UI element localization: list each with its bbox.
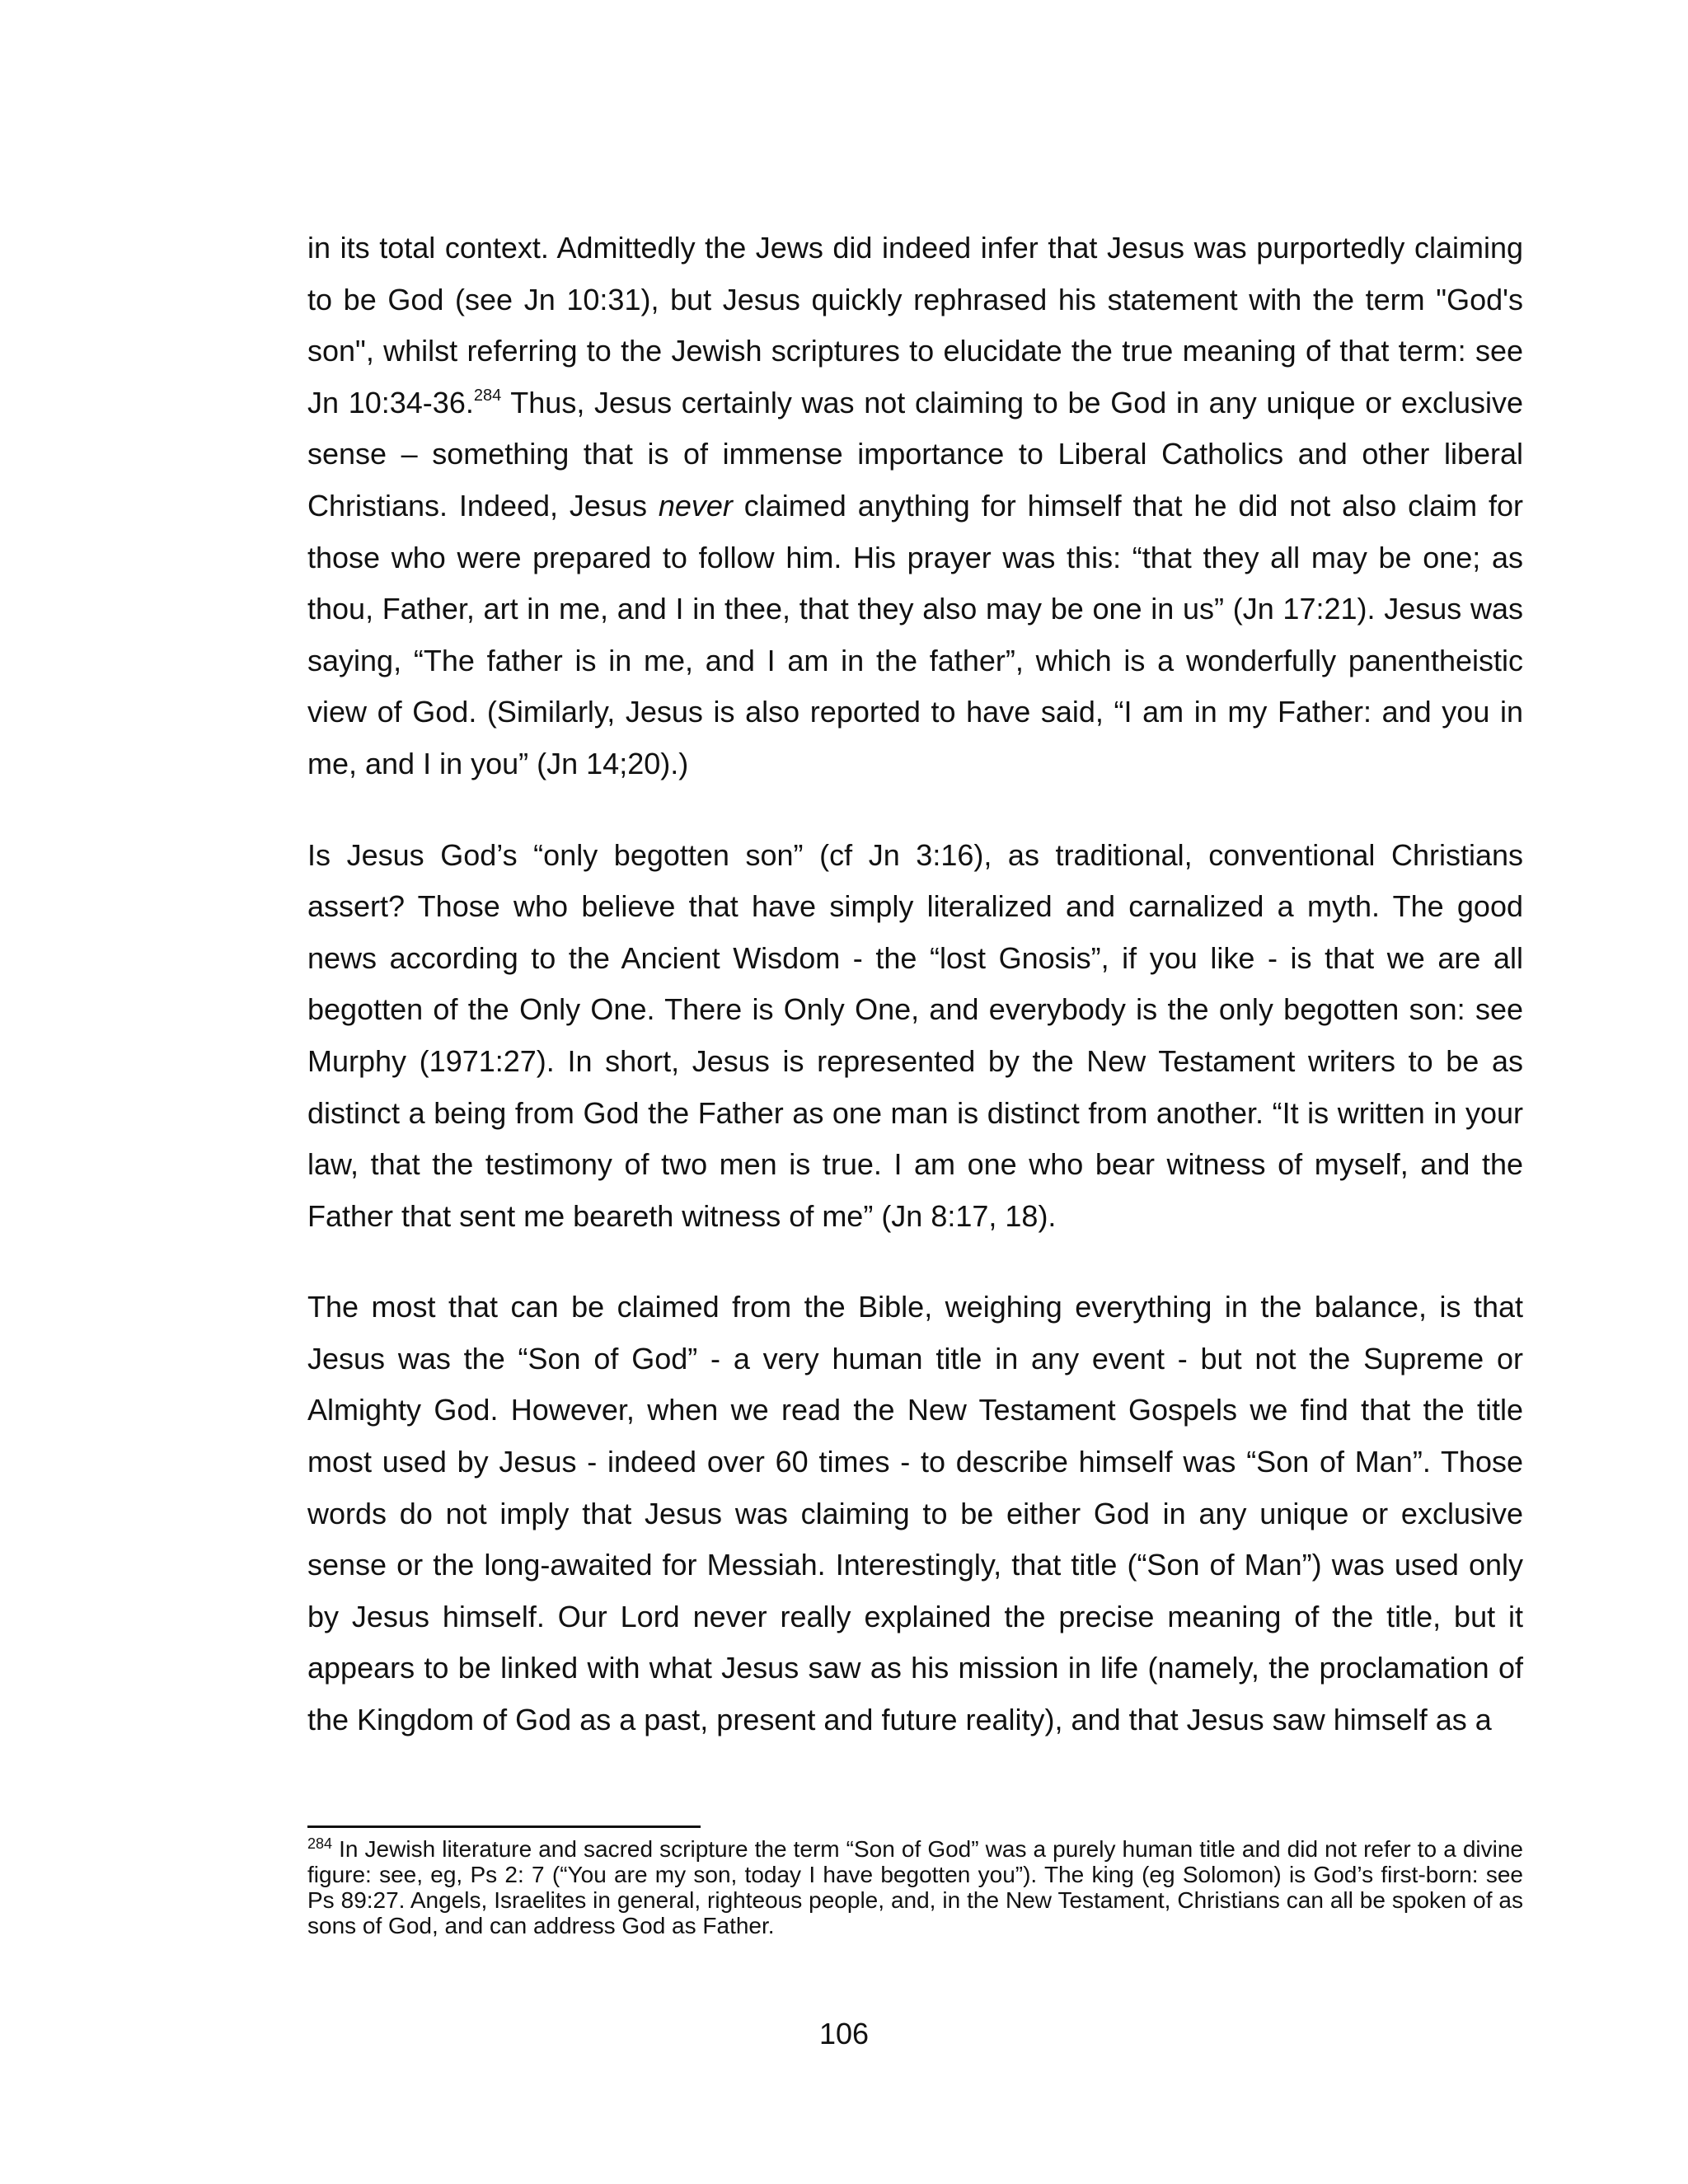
- body-text: [307, 223, 1523, 1746]
- footnote-text: In Jewish literature and sacred scripture the term “Son of God” was a purely human title and did not refer to a divine figure: see, eg, Ps 2: 7 (“You are my son, today I have begotten you”). The king (eg Solomon) is God’s first-born: see Ps 89:27. Angels, Israelites in general, righteous people, and, in the New Testament, Christians can all be spoken of as sons of God, and can address God as Father.: [307, 1836, 1523, 1938]
- paragraph-1-text-c: claimed anything for himself that he did not also claim for those who were prepared to follow him. His prayer was this: “that they all may be one; as thou, Father, art in me, and I in thee, that they also may be one in us” (Jn 17:21). Jesus was saying, “The father is in me, and I am in the father”, which is a wonderfully panentheistic view of God. (Similarly, Jesus is also reported to have said, “I am in my Father: and you in me, and I in you” (Jn 14;20).): [307, 488, 1523, 780]
- paragraph-1-text-a: in its total context. Admittedly the Jews did indeed infer that Jesus was purportedly claiming to be God (see Jn 10:31), but Jesus quickly rephrased his statement with the term "God's son", whilst referring to the Jewish scriptures to elucidate the true meaning of that term: see Jn 10:34-36.: [307, 231, 1523, 419]
- footnote-number: 284: [307, 1835, 333, 1852]
- emphasis-word: never: [658, 488, 733, 523]
- footnote-separator: [307, 1825, 701, 1828]
- page-number: 106: [818, 2017, 870, 2050]
- footnote: [307, 1836, 1523, 1938]
- paragraph-3: The most that can be claimed from the Bible, weighing everything in the balance, is that Jesus was the “Son of God” - a very human title in any event - but not the Supreme or Almighty God. However, when we read the New Testament Gospels we find that the title most used by Jesus - indeed over 60 times - to describe himself was “Son of Man”. Those words do not imply that Jesus was claiming to be either God in any unique or exclusive sense or the long-awaited for Messiah. Interestingly, that title (“Son of Man”) was used only by Jesus himself. Our Lord never really explained the precise meaning of the title, but it appears to be linked with what Jesus saw as his mission in life (namely, the proclamation of the Kingdom of God as a past, present and future reality), and that Jesus saw himself as a: [307, 1290, 1523, 1737]
- footnote-reference: 284: [473, 386, 502, 405]
- paragraph-2: Is Jesus God’s “only begotten son” (cf Jn 3:16), as traditional, conventional Christians assert? Those who believe that have simply literalized and carnalized a myth. The good news according to the Ancient Wisdom - the “lost Gnosis”, if you like - is that we are all begotten of the Only One. There is Only One, and everybody is the only begotten son: see Murphy (1971:27). In short, Jesus is represented by the New Testament writers to be as distinct a being from God the Father as one man is distinct from another. “It is written in your law, that the testimony of two men is true. I am one who bear witness of myself, and the Father that sent me beareth witness of me” (Jn 8:17, 18).: [307, 837, 1523, 1233]
- paragraph-1-text-b: Thus, Jesus certainly was not claiming to be God in any unique or exclusive sense – something that is of immense importance to Liberal Catholics and other liberal Christians. Indeed, Jesus: [307, 385, 1524, 523]
- paragraph-1: [307, 223, 1523, 790]
